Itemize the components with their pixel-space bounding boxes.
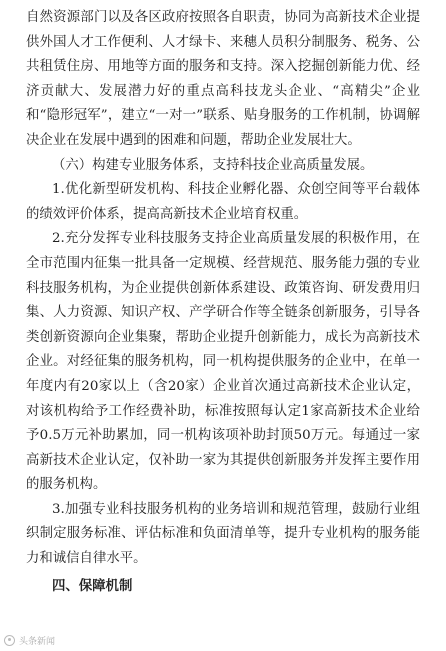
weibo-logo-icon (4, 635, 15, 646)
item-two-paragraph: 2.充分发挥专业科技服务支持企业高质量发展的积极作用，在全市范围内征集一批具备一定规模、经营规范、服务能力强的专业科技服务机构，为企业提供创新体系建设、政策咨询、研发费用归集、人力资源、知识产权、产学研合作等全链条创新服务，引导各类创新资源向企业集聚，帮助企业提升创新能力，成长为高新技术企业。对经征集的服务机构，同一机构提供服务的企业中，在单一年度内有20家以上（含20家）企业首次通过高新技术企业认定，对该机构给予工作经费补助，标准按照每认定1家高新技术企业给予0.5万元补助累加，同一机构该项补助封顶50万元。每通过一家高新技术企业认定，仅补助一家为其提供创新服务并发挥主要作用的服务机构。 (26, 231, 420, 493)
paragraph-continuation: 自然资源部门以及各区政府按照各自职责，协同为高新技术企业提供外国人才工作便利、人才绿卡、来穗人员积分制服务、税务、公共租赁住房、用地等方面的服务和支持。深入挖掘创新能力优、经济贡献大、发展潜力好的重点高科技龙头企业、“高精尖”企业和“隐形冠军”，建立“一对一”联系、贴身服务的工作机制，协调解决企业在发展中遇到的困难和问题，帮助企业发展壮大。 (26, 10, 420, 148)
document-body (26, 6, 420, 599)
watermark-text: 头条新闻 (19, 637, 56, 647)
section-six-title: （六）构建专业服务体系，支持科技企业高质量发展。 (52, 157, 374, 173)
watermark (4, 634, 55, 647)
item-three-paragraph: 3.加强专业科技服务机构的业务培训和规范管理，鼓励行业组织制定服务标准、评估标准和负面清单等，提升专业机构的服务能力和诚信自律水平。 (26, 501, 420, 567)
section-heading: 四、保障机制 (52, 578, 133, 594)
item-one-paragraph: 1.优化新型研发机构、科技企业孵化器、众创空间等平台载体的绩效评价体系，提高高新技术企业培育权重。 (26, 182, 420, 222)
